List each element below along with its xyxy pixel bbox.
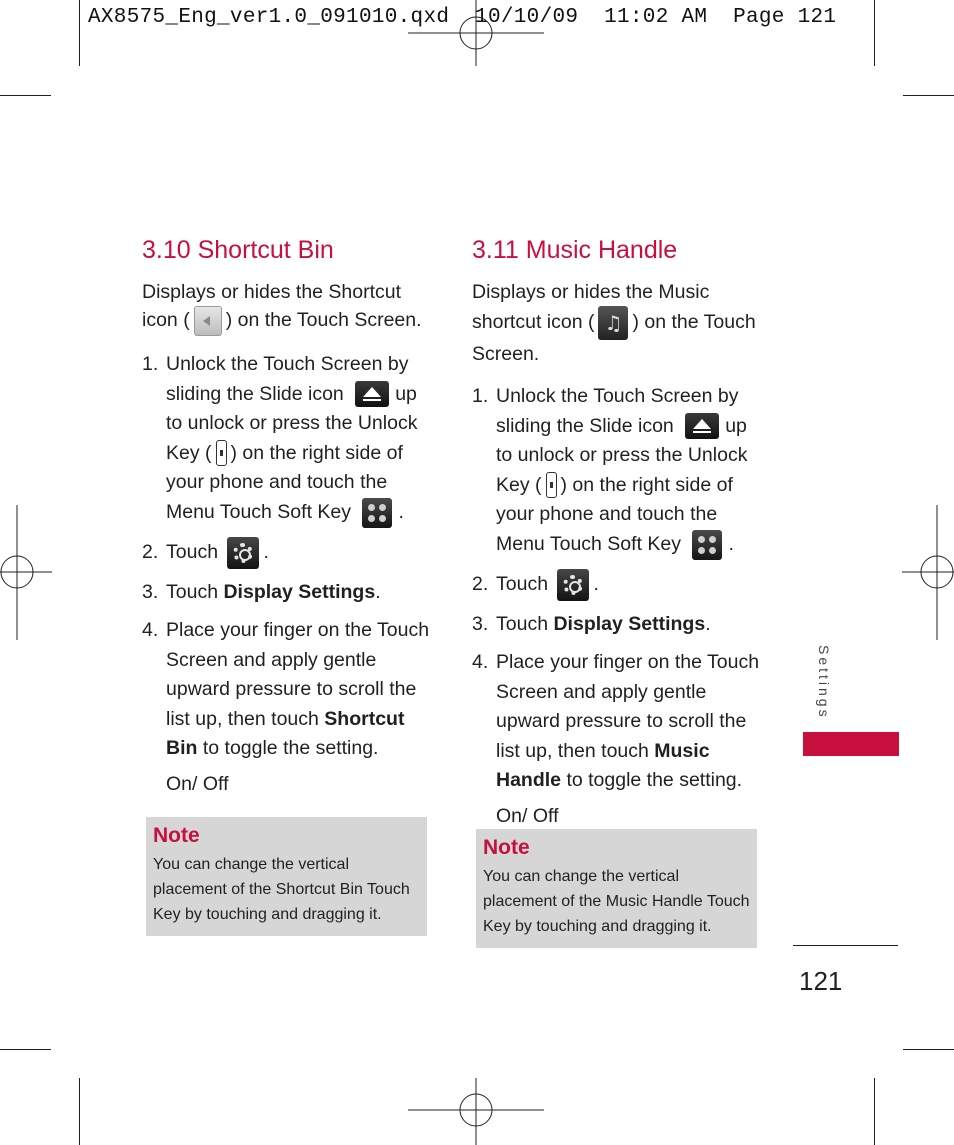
note-title: Note bbox=[483, 836, 530, 859]
step-text: Touch bbox=[496, 572, 549, 595]
menu-option-name: Music Handle bbox=[496, 739, 710, 791]
shortcut-bin-icon bbox=[194, 306, 222, 336]
step-text: . bbox=[263, 540, 269, 563]
steps-list bbox=[142, 350, 434, 799]
step-text: Unlock the Touch Screen by sliding the Slide icon bbox=[166, 353, 409, 405]
step-text: . bbox=[728, 532, 734, 555]
toggle-options: On/ Off bbox=[496, 804, 559, 827]
menu-option-name: Display Settings bbox=[223, 580, 376, 603]
step-text: Place your finger on the Touch Screen and apply gentle upward pressure to scroll the list up, then touch bbox=[166, 619, 430, 730]
step-text: Place your finger on the Touch Screen and apply gentle upward pressure to scroll the list up, then touch bbox=[496, 651, 760, 762]
slide-unlock-icon bbox=[355, 381, 389, 407]
step-text: ) on the right side of your phone and touch the Menu Touch Soft Key bbox=[496, 473, 733, 555]
intro-text-a: Displays or hides the Shortcut icon ( bbox=[142, 281, 402, 332]
step-1 bbox=[472, 382, 764, 560]
step-text: Touch bbox=[166, 580, 219, 603]
step-4 bbox=[472, 648, 764, 831]
settings-gear-icon bbox=[227, 537, 259, 569]
step-text: Touch bbox=[496, 612, 549, 635]
section-intro bbox=[472, 278, 764, 368]
menu-soft-key-icon bbox=[362, 498, 392, 528]
step-1 bbox=[142, 350, 434, 528]
slide-unlock-icon bbox=[685, 413, 719, 439]
section-music-handle bbox=[472, 230, 764, 840]
registration-mark-top bbox=[408, 0, 548, 66]
music-handle-icon: ♫ bbox=[598, 306, 628, 340]
step-number: 3. bbox=[472, 612, 489, 635]
step-4 bbox=[142, 616, 434, 799]
settings-gear-icon bbox=[557, 569, 589, 601]
menu-option-name: Display Settings bbox=[553, 612, 706, 635]
note-body: You can change the vertical placement of the Shortcut Bin Touch Key by touching and dragging it. bbox=[153, 856, 410, 923]
step-text: up to unlock or press the Unlock Key ( bbox=[496, 414, 748, 496]
note-body: You can change the vertical placement of the Music Handle Touch Key by touching and dragging it. bbox=[483, 868, 750, 935]
unlock-key-icon bbox=[546, 472, 557, 498]
note-box-shortcut-bin bbox=[146, 817, 427, 936]
step-number: 3. bbox=[142, 580, 159, 603]
menu-option-name: Shortcut Bin bbox=[166, 707, 405, 759]
page-number-rule bbox=[793, 945, 898, 946]
step-text: to toggle the setting. bbox=[566, 769, 743, 791]
note-box-music-handle bbox=[476, 829, 757, 948]
menu-soft-key-icon bbox=[692, 530, 722, 560]
intro-text-b: ) on the Touch Screen. bbox=[472, 311, 756, 365]
section-title: 3.11 Music Handle bbox=[472, 236, 678, 264]
registration-mark-left bbox=[0, 505, 52, 640]
step-2 bbox=[142, 537, 434, 569]
step-text: Touch bbox=[166, 540, 219, 563]
step-text: up to unlock or press the Unlock Key ( bbox=[166, 382, 418, 464]
registration-mark-bottom bbox=[408, 1078, 548, 1145]
step-number: 4. bbox=[472, 651, 489, 673]
step-text: Unlock the Touch Screen by sliding the Slide icon bbox=[496, 385, 739, 437]
step-number: 1. bbox=[142, 353, 159, 375]
intro-text-a: Displays or hides the Music shortcut icon ( bbox=[472, 281, 710, 334]
unlock-key-icon bbox=[216, 440, 227, 466]
registration-mark-right bbox=[902, 505, 954, 640]
steps-list bbox=[472, 382, 764, 831]
step-number: 1. bbox=[472, 385, 489, 407]
side-tab-bar bbox=[803, 732, 899, 756]
section-intro bbox=[142, 278, 434, 336]
toggle-options: On/ Off bbox=[166, 772, 229, 795]
step-2 bbox=[472, 569, 764, 601]
step-3 bbox=[142, 578, 434, 608]
step-text: ) on the right side of your phone and touch the Menu Touch Soft Key bbox=[166, 441, 403, 523]
step-text: . bbox=[398, 500, 404, 523]
section-shortcut-bin bbox=[142, 230, 434, 808]
side-tab-label: Settings bbox=[816, 645, 832, 720]
step-text: . bbox=[593, 572, 599, 595]
print-header: AX8575_Eng_ver1.0_091010.qxd 10/10/09 11:02 AM Page 121 bbox=[88, 6, 837, 29]
step-text: to toggle the setting. bbox=[202, 737, 379, 759]
section-title: 3.10 Shortcut Bin bbox=[142, 236, 334, 264]
step-number: 4. bbox=[142, 619, 159, 641]
intro-text-b: ) on the Touch Screen. bbox=[225, 309, 422, 332]
step-3 bbox=[472, 610, 764, 640]
note-title: Note bbox=[153, 824, 200, 847]
step-text: . bbox=[375, 580, 381, 603]
page-number: 121 bbox=[799, 966, 843, 996]
step-number: 2. bbox=[142, 540, 159, 563]
step-text: . bbox=[705, 612, 711, 635]
step-number: 2. bbox=[472, 572, 489, 595]
